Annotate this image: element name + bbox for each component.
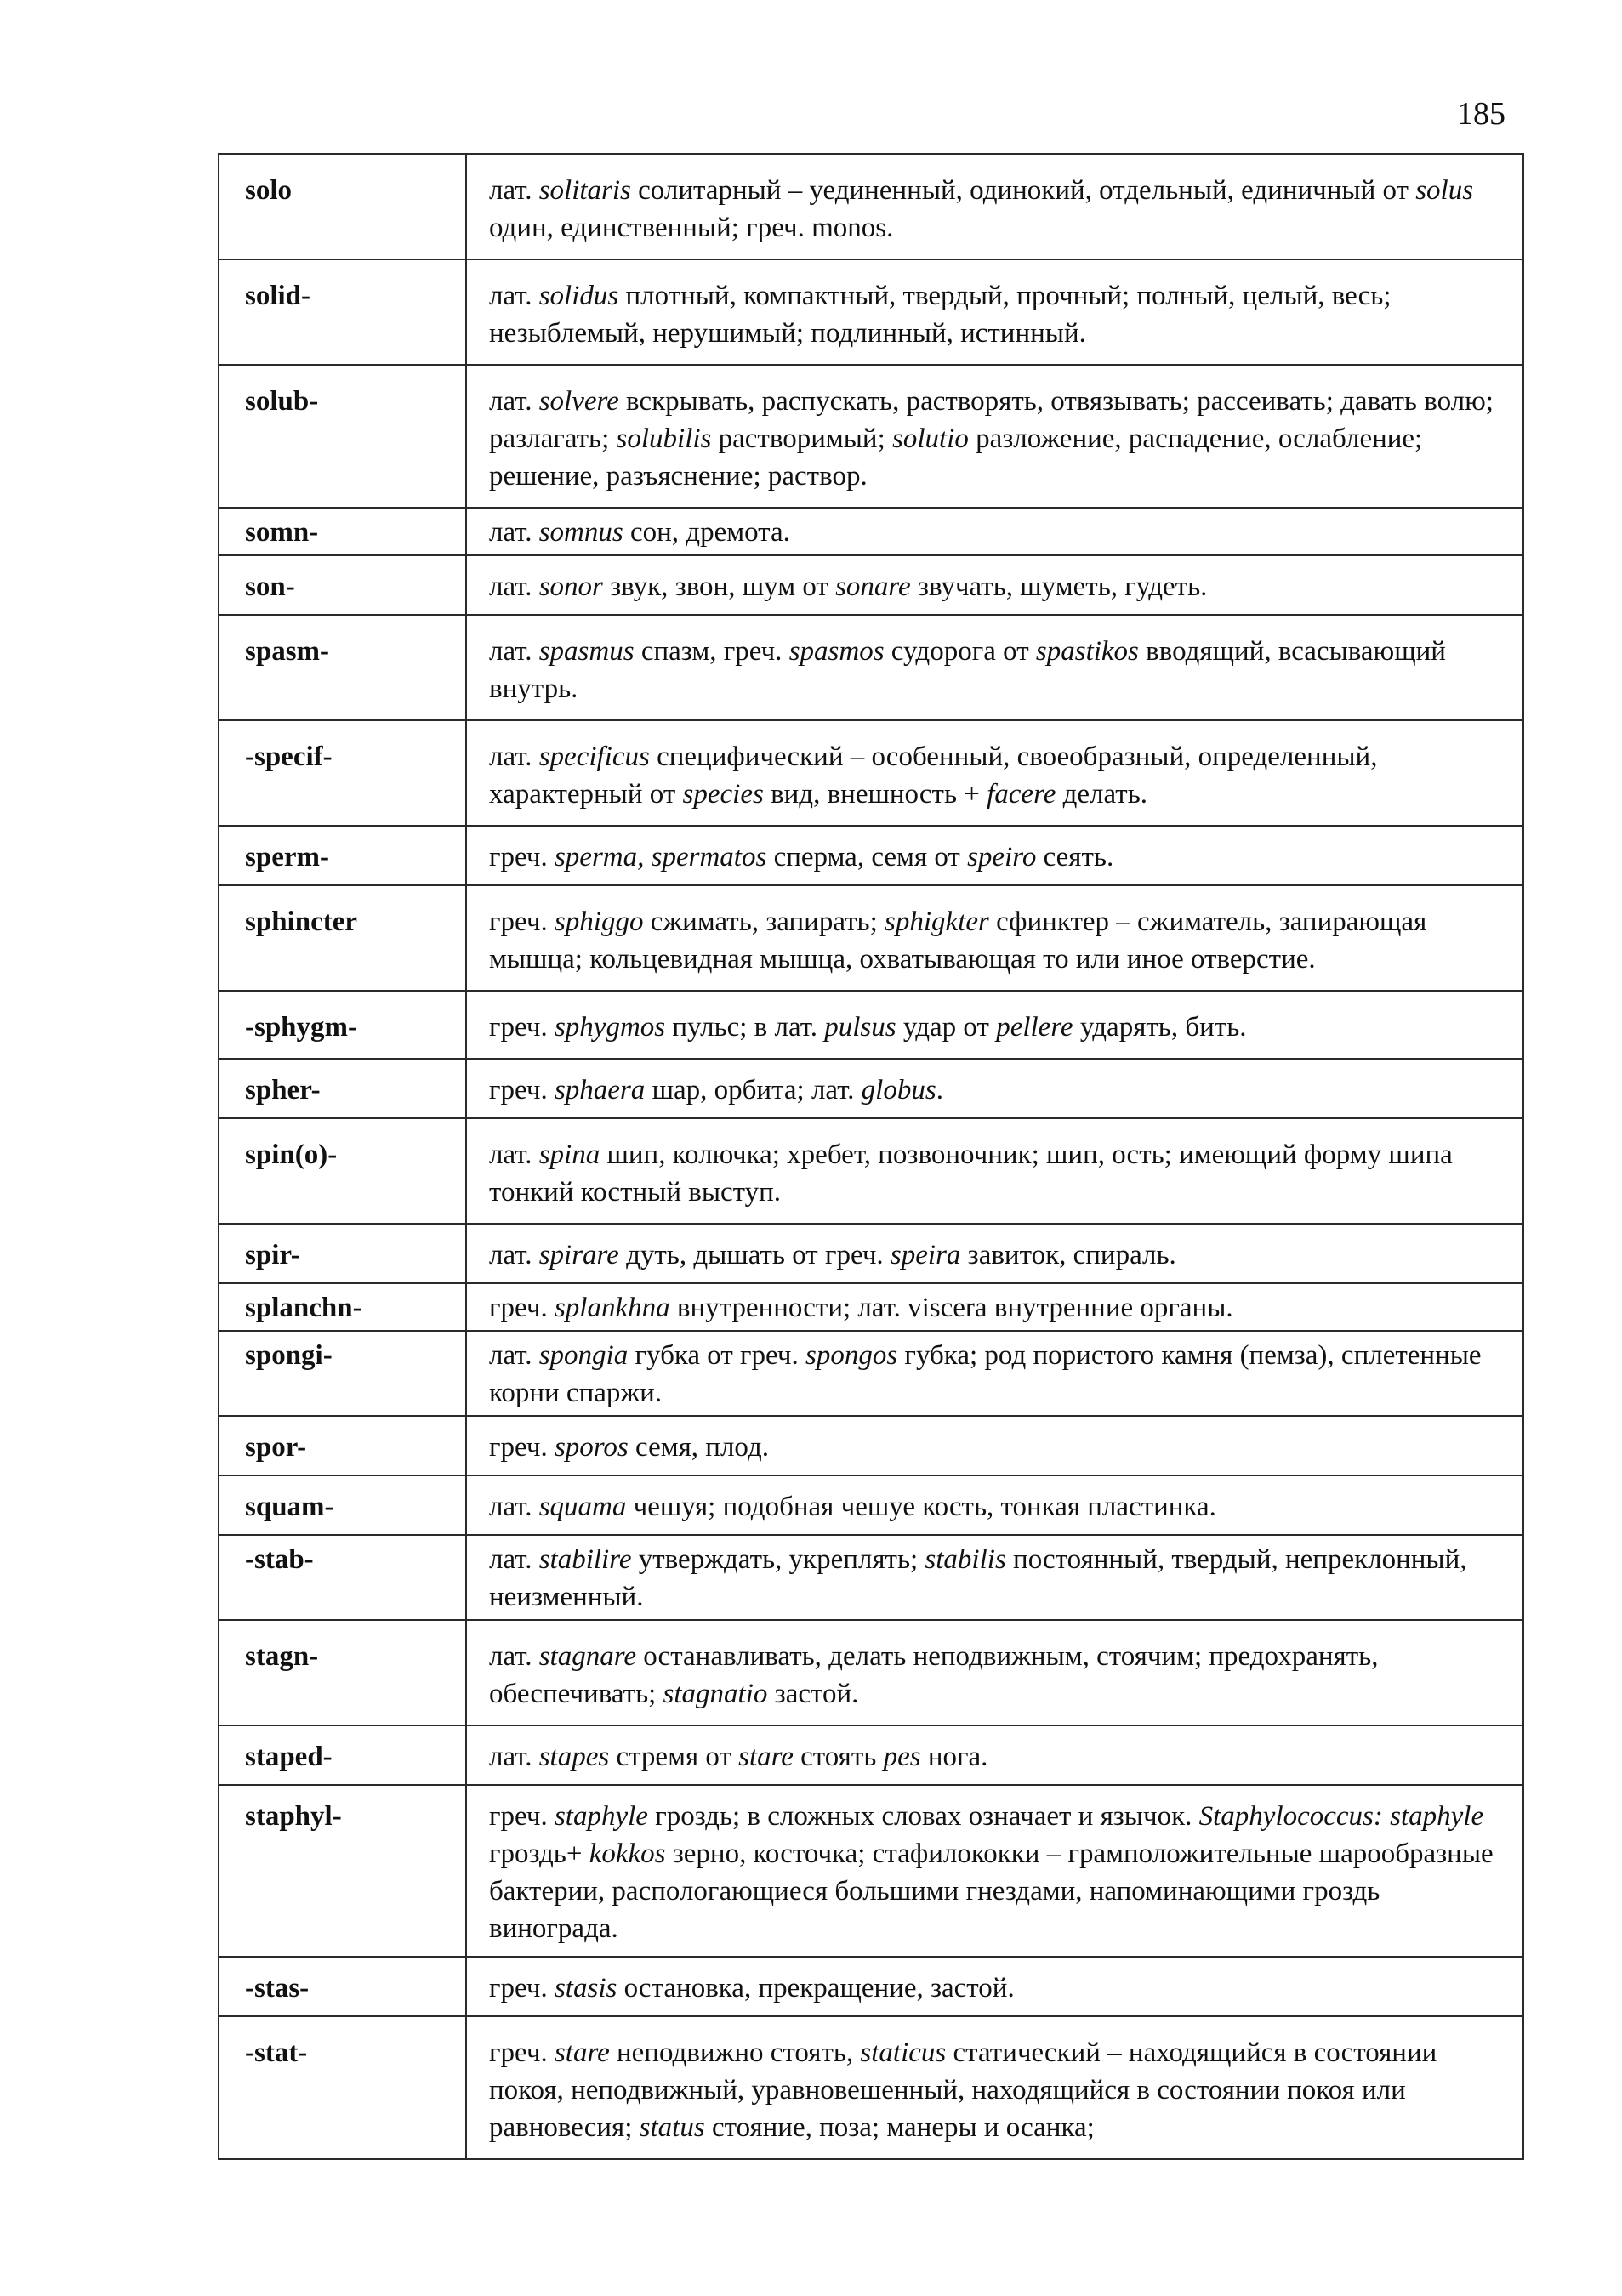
glossary-row — [219, 508, 1523, 555]
definition-segment: звук, звон, шум от — [602, 571, 836, 602]
definition-italic-segment: solvere — [538, 386, 619, 417]
glossary-row — [219, 1620, 1523, 1725]
definition-segment: гроздь+ — [489, 1839, 589, 1869]
glossary-term: -stas- — [219, 1957, 466, 2016]
glossary-definition — [466, 615, 1523, 720]
glossary-definition — [466, 1957, 1523, 2016]
definition-segment: нога. — [920, 1742, 988, 1772]
definition-italic-segment: sphaera — [554, 1075, 646, 1105]
definition-segment: статический – находящийся в состоянии покоя, неподвижный, уравновешенный, находящийся в состоянии покоя или равновесия; — [489, 2037, 1437, 2143]
definition-segment: солитарный – уединенный, одинокий, отдельный, единичный от — [630, 175, 1416, 206]
definition-segment: лат. — [489, 571, 539, 602]
definition-segment: лат. — [489, 1139, 539, 1170]
definition-italic-segment: staticus — [860, 2037, 947, 2068]
definition-italic-segment: solubilis — [616, 423, 712, 454]
definition-segment: лат. — [489, 1240, 539, 1270]
glossary-definition — [466, 826, 1523, 885]
glossary-term: squam- — [219, 1475, 466, 1535]
page-number: 185 — [1457, 96, 1505, 132]
definition-segment: удар от — [896, 1012, 997, 1043]
glossary-row — [219, 555, 1523, 615]
glossary-definition — [466, 365, 1523, 508]
definition-segment: ударять, бить. — [1073, 1012, 1247, 1043]
definition-italic-segment: spongia — [538, 1340, 629, 1371]
glossary-definition — [466, 259, 1523, 365]
definition-italic-segment: solitaris — [538, 175, 631, 206]
definition-italic-segment: solidus — [538, 281, 619, 311]
glossary-row — [219, 365, 1523, 508]
glossary-term: solub- — [219, 365, 466, 508]
definition-segment: сфинктер – сжиматель, запирающая мышца; кольцевидная мышца, охватывающая то или иное отверстие. — [489, 906, 1427, 975]
definition-segment: лат. — [489, 1742, 539, 1772]
definition-italic-segment: status — [639, 2112, 705, 2143]
glossary-definition — [466, 1331, 1523, 1416]
glossary-definition — [466, 1416, 1523, 1475]
definition-segment: шар, орбита; лат. — [645, 1075, 862, 1105]
definition-segment: греч. — [489, 842, 555, 872]
definition-italic-segment: stabilis — [925, 1544, 1006, 1575]
definition-italic-segment: somnus — [538, 517, 623, 548]
glossary-term: sperm- — [219, 826, 466, 885]
definition-segment: чешуя; подобная чешуе кость, тонкая пластинка. — [626, 1492, 1216, 1522]
definition-segment: греч. — [489, 906, 555, 937]
definition-segment: застой. — [767, 1679, 859, 1709]
definition-italic-segment: sonor — [538, 571, 603, 602]
glossary-term: -sphygm- — [219, 991, 466, 1059]
definition-segment: сперма, семя от — [766, 842, 968, 872]
definition-segment: зерно, косточка; стафилококки – грамположительные шарообразные бактерии, распологающиеся большими гнездами, напоминающими гроздь винограда. — [489, 1839, 1494, 1944]
definition-segment: гроздь; в сложных словах означает и язычок. — [647, 1801, 1199, 1832]
glossary-definition — [466, 1118, 1523, 1224]
definition-segment: плотный, компактный, твердый, прочный; полный, целый, весь; незыблемый, нерушимый; подлинный, истинный. — [489, 281, 1392, 349]
definition-segment: утверждать, укреплять; — [631, 1544, 925, 1575]
definition-italic-segment: sphygmos — [554, 1012, 666, 1043]
glossary-row — [219, 2016, 1523, 2159]
glossary-term: staped- — [219, 1725, 466, 1785]
glossary-term: -stab- — [219, 1535, 466, 1620]
glossary-row — [219, 259, 1523, 365]
definition-italic-segment: stapes — [538, 1742, 610, 1772]
glossary-row — [219, 1059, 1523, 1118]
definition-italic-segment: splankhna — [554, 1293, 670, 1323]
definition-segment: звучать, шуметь, гудеть. — [910, 571, 1208, 602]
glossary-row — [219, 154, 1523, 259]
glossary-row — [219, 1535, 1523, 1620]
definition-segment: постоянный, твердый, непреклонный, неизменный. — [489, 1544, 1467, 1612]
definition-segment: лат. — [489, 742, 539, 772]
definition-italic-segment: sperma, spermatos — [554, 842, 767, 872]
glossary-definition — [466, 1059, 1523, 1118]
definition-italic-segment: spirare — [538, 1240, 619, 1270]
glossary-row — [219, 1331, 1523, 1416]
definition-italic-segment: specificus — [538, 742, 650, 772]
definition-segment: губка; род пористого камня (пемза), сплетенные корни спаржи. — [489, 1340, 1482, 1408]
glossary-body — [219, 154, 1523, 2159]
glossary-definition — [466, 1725, 1523, 1785]
glossary-term: somn- — [219, 508, 466, 555]
glossary-definition — [466, 2016, 1523, 2159]
definition-segment: . — [936, 1075, 943, 1105]
definition-segment: лат. — [489, 517, 539, 548]
definition-segment: внутренности; лат. viscera внутренние органы. — [669, 1293, 1233, 1323]
definition-italic-segment: spongos — [805, 1340, 898, 1371]
definition-italic-segment: species — [682, 779, 764, 810]
definition-segment: завиток, спираль. — [960, 1240, 1176, 1270]
definition-segment: делать. — [1056, 779, 1148, 810]
glossary-row — [219, 1118, 1523, 1224]
glossary-row — [219, 1785, 1523, 1957]
definition-italic-segment: stagnare — [538, 1641, 636, 1672]
definition-segment: разложение, распадение, ослабление; решение, разъяснение; раствор. — [489, 423, 1423, 492]
glossary-row — [219, 1283, 1523, 1331]
definition-segment: один, единственный; греч. monos. — [489, 213, 894, 243]
definition-segment: спазм, греч. — [634, 636, 789, 667]
definition-italic-segment: pes — [883, 1742, 921, 1772]
glossary-definition — [466, 1620, 1523, 1725]
glossary-row — [219, 991, 1523, 1059]
definition-segment: неподвижно стоять, — [609, 2037, 861, 2068]
glossary-table — [218, 153, 1524, 2160]
definition-italic-segment: sphigkter — [885, 906, 989, 937]
definition-segment: стремя от — [609, 1742, 739, 1772]
definition-italic-segment: stasis — [554, 1973, 617, 2003]
definition-segment: специфический – особенный, своеобразный, определенный, характерный от — [489, 742, 1378, 810]
glossary-term: -specif- — [219, 720, 466, 826]
glossary-definition — [466, 508, 1523, 555]
definition-segment: семя, плод. — [628, 1432, 770, 1463]
definition-italic-segment: sporos — [554, 1432, 629, 1463]
definition-segment: стояние, поза; манеры и осанка; — [704, 2112, 1095, 2143]
glossary-row — [219, 1224, 1523, 1283]
definition-italic-segment: speira — [890, 1240, 961, 1270]
definition-segment: губка от греч. — [628, 1340, 805, 1371]
definition-segment: сон, дремота. — [623, 517, 790, 548]
definition-italic-segment: spasmos — [788, 636, 885, 667]
definition-segment: растворимый; — [711, 423, 892, 454]
definition-segment: лат. — [489, 1492, 539, 1522]
glossary-definition — [466, 1224, 1523, 1283]
glossary-definition — [466, 1475, 1523, 1535]
definition-segment: лат. — [489, 1340, 539, 1371]
definition-italic-segment: solutio — [892, 423, 969, 454]
glossary-term: sphincter — [219, 885, 466, 991]
definition-segment: лат. — [489, 636, 539, 667]
definition-segment: греч. — [489, 1012, 555, 1043]
glossary-term: spor- — [219, 1416, 466, 1475]
glossary-term: spir- — [219, 1224, 466, 1283]
glossary-definition — [466, 1785, 1523, 1957]
definition-segment: лат. — [489, 175, 539, 206]
glossary-term: spongi- — [219, 1331, 466, 1416]
definition-segment: останавливать, делать неподвижным, стоячим; предохранять, обеспечивать; — [489, 1641, 1379, 1709]
definition-segment: греч. — [489, 1293, 555, 1323]
glossary-definition — [466, 1283, 1523, 1331]
definition-segment: греч. — [489, 1801, 555, 1832]
definition-italic-segment: facere — [987, 779, 1056, 810]
definition-italic-segment: Staphylococcus: staphyle — [1198, 1801, 1484, 1832]
definition-segment: вводящий, всасывающий внутрь. — [489, 636, 1446, 704]
definition-italic-segment: pulsus — [824, 1012, 896, 1043]
glossary-term: spin(o)- — [219, 1118, 466, 1224]
definition-segment: вид, внешность + — [763, 779, 987, 810]
definition-segment: греч. — [489, 1973, 555, 2003]
glossary-term: spher- — [219, 1059, 466, 1118]
definition-italic-segment: stare — [738, 1742, 794, 1772]
definition-segment: судорога от — [884, 636, 1036, 667]
definition-italic-segment: globus — [861, 1075, 936, 1105]
definition-segment: лат. — [489, 1544, 539, 1575]
definition-italic-segment: staphyle — [554, 1801, 648, 1832]
definition-italic-segment: spastikos — [1035, 636, 1139, 667]
glossary-term: solo — [219, 154, 466, 259]
glossary-definition — [466, 555, 1523, 615]
glossary-row — [219, 615, 1523, 720]
definition-segment: дуть, дышать от греч. — [618, 1240, 891, 1270]
glossary-term: solid- — [219, 259, 466, 365]
definition-italic-segment: sphiggo — [554, 906, 644, 937]
definition-segment: лат. — [489, 386, 539, 417]
definition-segment: греч. — [489, 1075, 555, 1105]
definition-segment: сжимать, запирать; — [643, 906, 885, 937]
definition-italic-segment: spasmus — [538, 636, 635, 667]
definition-segment: остановка, прекращение, застой. — [617, 1973, 1015, 2003]
definition-italic-segment: pellere — [996, 1012, 1073, 1043]
definition-italic-segment: solus — [1415, 175, 1474, 206]
definition-italic-segment: squama — [538, 1492, 627, 1522]
glossary-definition — [466, 720, 1523, 826]
definition-segment: стоять — [793, 1742, 884, 1772]
definition-italic-segment: stabilire — [538, 1544, 632, 1575]
glossary-definition — [466, 154, 1523, 259]
definition-italic-segment: speiro — [967, 842, 1037, 872]
glossary-term: spasm- — [219, 615, 466, 720]
glossary-definition — [466, 1535, 1523, 1620]
glossary-row — [219, 826, 1523, 885]
glossary-row — [219, 1475, 1523, 1535]
glossary-term: stagn- — [219, 1620, 466, 1725]
definition-segment: лат. — [489, 1641, 539, 1672]
glossary-term: -stat- — [219, 2016, 466, 2159]
definition-segment: греч. — [489, 2037, 555, 2068]
definition-segment: шип, колючка; хребет, позвоночник; шип, ость; имеющий форму шипа тонкий костный выступ. — [489, 1139, 1453, 1208]
definition-italic-segment: kokkos — [589, 1839, 666, 1869]
glossary-term: son- — [219, 555, 466, 615]
definition-segment: сеять. — [1036, 842, 1114, 872]
glossary-row — [219, 1416, 1523, 1475]
glossary-term: splanchn- — [219, 1283, 466, 1331]
definition-segment: пульс; в лат. — [665, 1012, 825, 1043]
definition-segment: вскрывать, распускать, растворять, отвязывать; рассеивать; давать волю; разлагать; — [489, 386, 1494, 454]
definition-italic-segment: stare — [554, 2037, 610, 2068]
definition-italic-segment: spina — [538, 1139, 600, 1170]
glossary-row — [219, 1957, 1523, 2016]
glossary-definition — [466, 991, 1523, 1059]
definition-italic-segment: sonare — [835, 571, 911, 602]
glossary-row — [219, 720, 1523, 826]
definition-segment: лат. — [489, 281, 539, 311]
glossary-term: staphyl- — [219, 1785, 466, 1957]
glossary-row — [219, 1725, 1523, 1785]
definition-italic-segment: stagnatio — [663, 1679, 768, 1709]
definition-segment: греч. — [489, 1432, 555, 1463]
glossary-row — [219, 885, 1523, 991]
glossary-definition — [466, 885, 1523, 991]
